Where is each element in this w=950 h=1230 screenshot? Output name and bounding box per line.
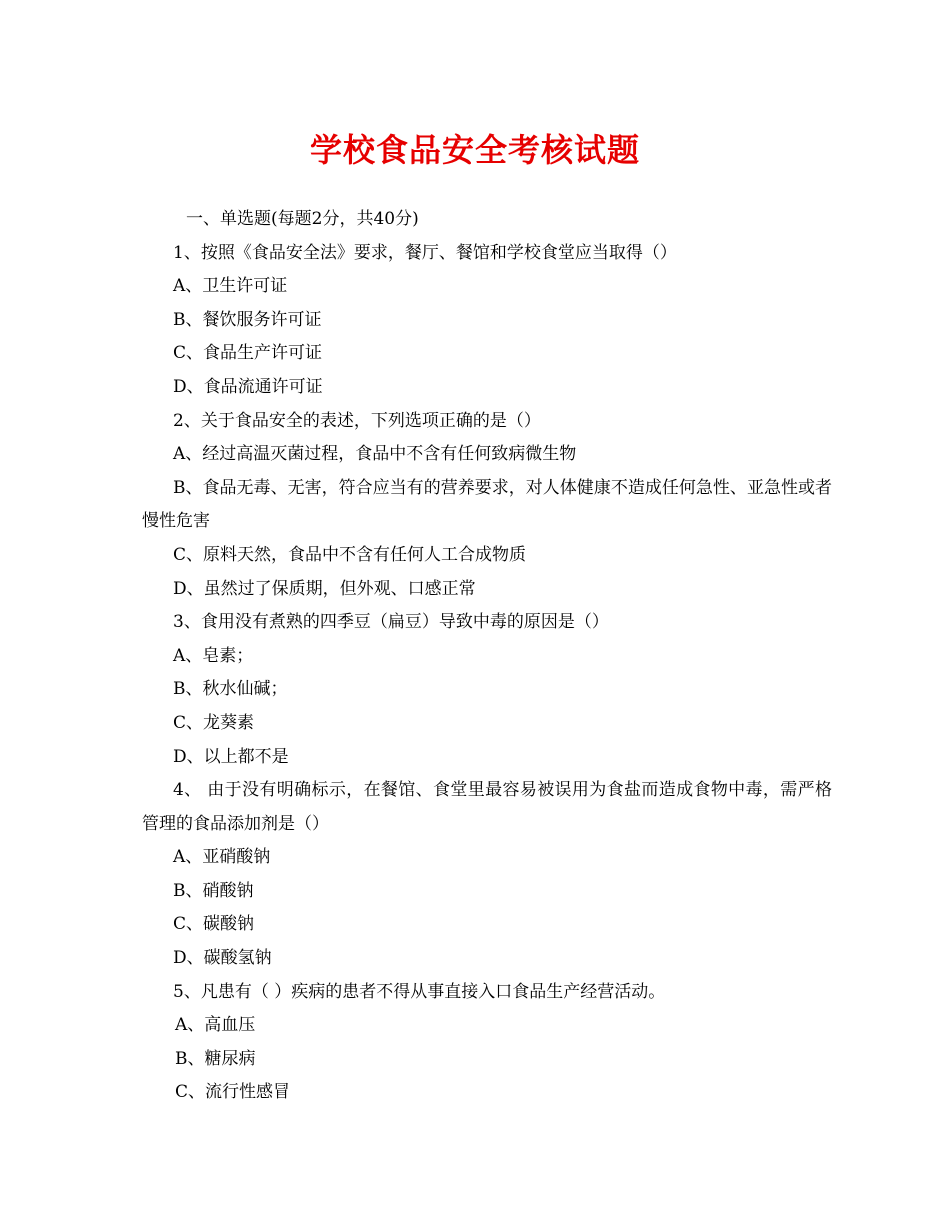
document-title: 学校食品安全考核试题 [309,131,640,169]
question-5-stem: 5、凡患有（ ）疾病的患者不得从事直接入口食品生产经营活动。 [173,981,666,1002]
question-2-option-d: D、虽然过了保质期，但外观、口感正常 [173,578,476,599]
question-4-option-a: A、亚硝酸钠 [173,847,271,868]
question-1-option-c: C、食品生产许可证 [173,343,323,364]
question-2-option-b: B、食品无毒、无害，符合应当有的营养要求，对人体健康不造成任何急性、亚急性或者慢性危害 [142,477,832,532]
question-4-stem: 4、 由于没有明确标示，在餐馆、食堂里最容易被误用为食盐而造成食物中毒，需严格管理的食品添加剂是（） [142,780,832,834]
question-5-option-a: A、高血压 [175,1015,256,1036]
question-3-option-a: A、皂素； [173,645,254,666]
question-3-option-d: D、以上都不是 [173,746,289,767]
question-1-option-b: B、餐饮服务许可证 [173,309,322,330]
document-body [142,203,832,1110]
question-1-stem: 1、按照《食品安全法》要求，餐厅、餐馆和学校食堂应当取得（） [173,242,677,263]
question-2-option-c: C、原料天然，食品中不含有任何人工合成物质 [173,544,527,565]
question-3-option-c: C、龙葵素 [173,712,255,733]
question-4-option-d: D、碳酸氢钠 [173,948,272,969]
question-5-option-c: C、流行性感冒 [175,1082,291,1103]
question-3-option-b: B、秋水仙碱； [173,679,288,700]
question-5-option-b: B、糖尿病 [175,1048,256,1069]
question-1-option-a: A、卫生许可证 [173,276,288,297]
question-4-option-b: B、硝酸钠 [173,880,254,901]
section-heading: 一、单选题(每题2分，共40分) [186,209,419,229]
question-1-option-d: D、食品流通许可证 [173,376,323,397]
question-2-option-a: A、经过高温灭菌过程，食品中不含有任何致病微生物 [173,444,577,465]
question-3-stem: 3、食用没有煮熟的四季豆（扁豆）导致中毒的原因是（） [173,612,609,633]
question-4-option-c: C、碳酸钠 [173,914,255,935]
question-2-stem: 2、关于食品安全的表述，下列选项正确的是（） [173,410,541,431]
